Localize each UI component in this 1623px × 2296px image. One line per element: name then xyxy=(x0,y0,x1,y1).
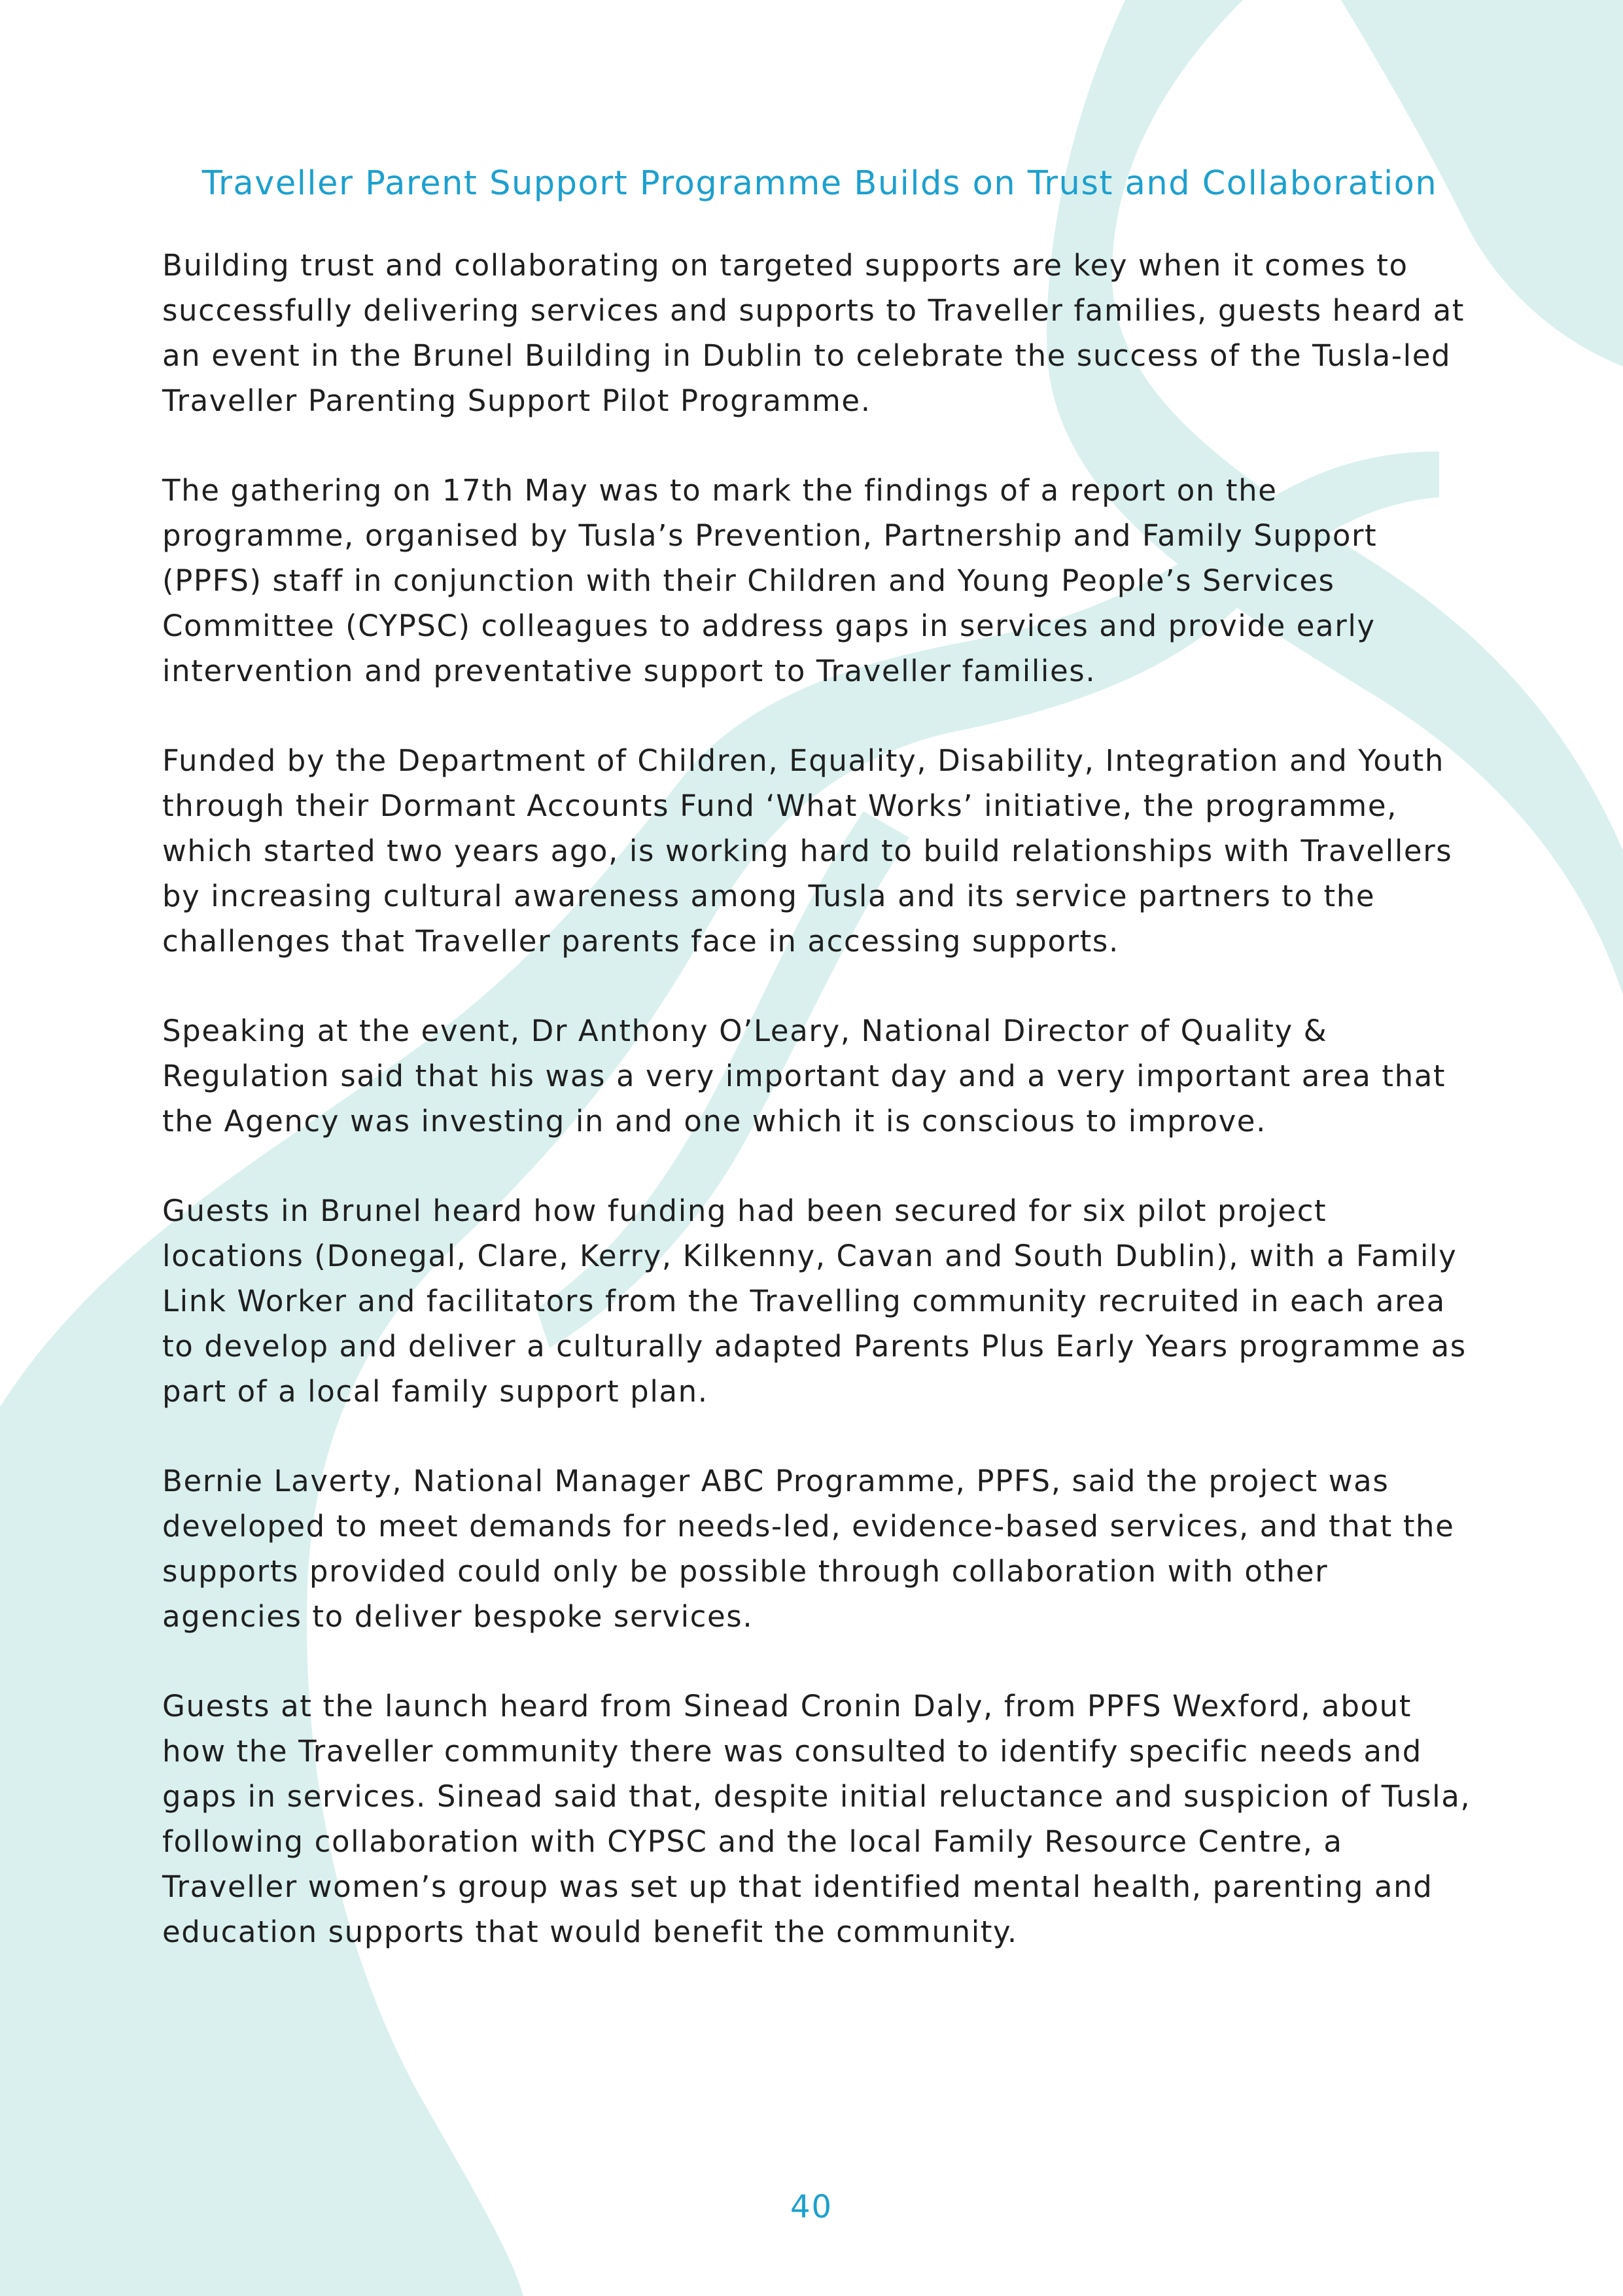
article-title: Traveller Parent Support Programme Builds on Trust and Collaboration xyxy=(201,164,1438,203)
article-paragraph: Guests at the launch heard from Sinead Cronin Daly, from PPFS Wexford, about how the Traveller community there was consulted to identify specific needs and gaps in services. Sinead said that, despite initial reluctance and suspicion of Tusla, following collaboration with CYPSC and the local Family Resource Centre, a Traveller women’s group was set up that identified mental health, parenting and education supports that would benefit the community. xyxy=(162,1689,1471,1949)
article-paragraph: Building trust and collaborating on targeted supports are key when it comes to successfully delivering services and supports to Traveller families, guests heard at an event in the Brunel Building in Dublin to celebrate the success of the Tusla-led Traveller Parenting Support Pilot Programme. xyxy=(162,248,1465,418)
article-paragraph: Guests in Brunel heard how funding had been secured for six pilot project locations (Donegal, Clare, Kerry, Kilkenny, Cavan and South Dublin), with a Family Link Worker and facilitators from the Travelling community recruited in each area to develop and deliver a culturally adapted Parents Plus Early Years programme as part of a local family support plan. xyxy=(162,1193,1467,1409)
article-paragraph: Speaking at the event, Dr Anthony O’Leary, National Director of Quality & Regulation said that his was a very important day and a very important area that the Agency was investing in and one which it is conscious to improve. xyxy=(162,1014,1446,1139)
article-paragraph: Funded by the Department of Children, Equality, Disability, Integration and Youth through their Dormant Accounts Fund ‘What Works’ initiative, the programme, which started two years ago, is working hard to build relationships with Travellers by increasing cultural awareness among Tusla and its service partners to the challenges that Traveller parents face in accessing supports. xyxy=(162,743,1453,959)
article-paragraph: The gathering on 17th May was to mark the findings of a report on the programme, organised by Tusla’s Prevention, Partnership and Family Support (PPFS) staff in conjunction with their Children and Young People’s Services Committee (CYPSC) colleagues to address gaps in services and provide early intervention and preventative support to Traveller families. xyxy=(162,473,1378,688)
article xyxy=(162,157,1477,1999)
page-number: 40 xyxy=(790,2189,833,2225)
article-paragraph: Bernie Laverty, National Manager ABC Programme, PPFS, said the project was developed to meet demands for needs-led, evidence-based services, and that the supports provided could only be possible through collaboration with other agencies to deliver bespoke services. xyxy=(162,1464,1455,1634)
